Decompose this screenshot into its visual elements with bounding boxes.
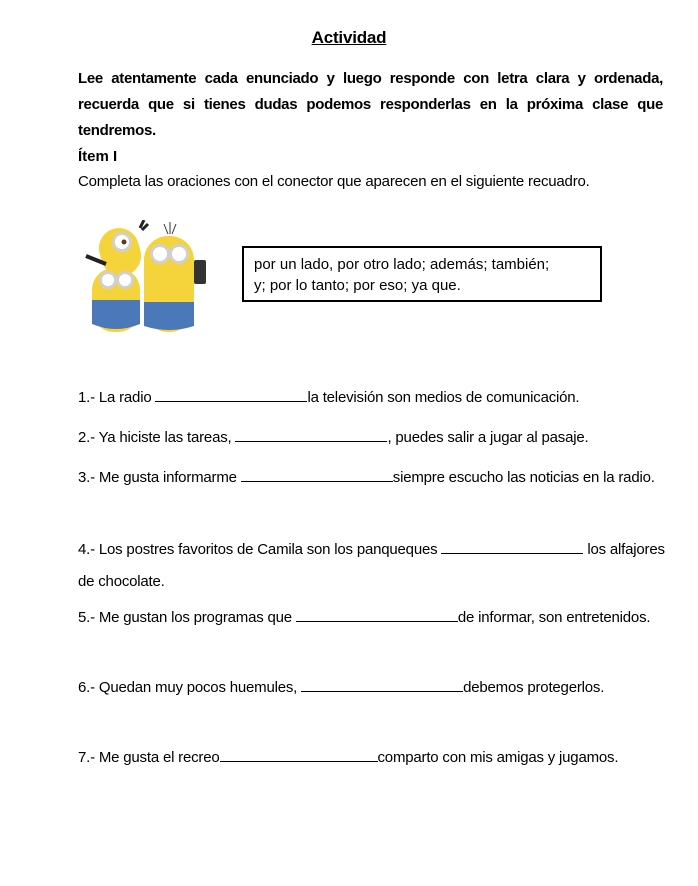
item-instruction: Completa las oraciones con el conector que aparecen en el siguiente recuadro. xyxy=(78,173,590,190)
question-7: 7.- Me gusta el recreo comparto con mis amigas y jugamos. xyxy=(78,749,619,766)
minion-front-left xyxy=(92,268,140,332)
question-1: 1.- La radio la televisión son medios de comunicación. xyxy=(78,389,580,406)
question-5: 5.- Me gustan los programas que de informar, son entretenidos. xyxy=(78,609,651,626)
answer-blank-1[interactable] xyxy=(155,387,307,402)
question-2: 2.- Ya hiciste las tareas, , puedes salir a jugar al pasaje. xyxy=(78,429,589,446)
answer-blank-3[interactable] xyxy=(241,467,393,482)
question-4: 4.- Los postres favoritos de Camila son los panqueques los alfajores de chocolate. xyxy=(78,541,665,590)
answer-blank-7[interactable] xyxy=(220,747,378,762)
page-title: Actividad xyxy=(311,28,387,47)
connector-line-2: y; por lo tanto; por eso; ya que. xyxy=(254,277,461,294)
question-6: 6.- Quedan muy pocos huemules, debemos protegerlos. xyxy=(78,679,605,696)
answer-blank-2[interactable] xyxy=(235,427,387,442)
connector-box xyxy=(242,246,602,302)
answer-blank-4[interactable] xyxy=(441,539,583,554)
answer-blank-5[interactable] xyxy=(296,607,458,622)
phone-icon xyxy=(194,260,206,284)
minions-illustration-icon xyxy=(78,220,228,335)
item-heading: Ítem I xyxy=(78,148,118,165)
intro-paragraph: Lee atentamente cada enunciado y luego responde con letra clara y ordenada, recuerda que si tienes dudas podemos responderlas en la próxima clase que tendremos. xyxy=(78,70,663,139)
minion-right xyxy=(144,222,206,332)
connector-line-1: por un lado, por otro lado; además; también; xyxy=(254,256,550,273)
question-3: 3.- Me gusta informarme siempre escucho las noticias en la radio. xyxy=(78,469,655,486)
answer-blank-6[interactable] xyxy=(301,677,463,692)
